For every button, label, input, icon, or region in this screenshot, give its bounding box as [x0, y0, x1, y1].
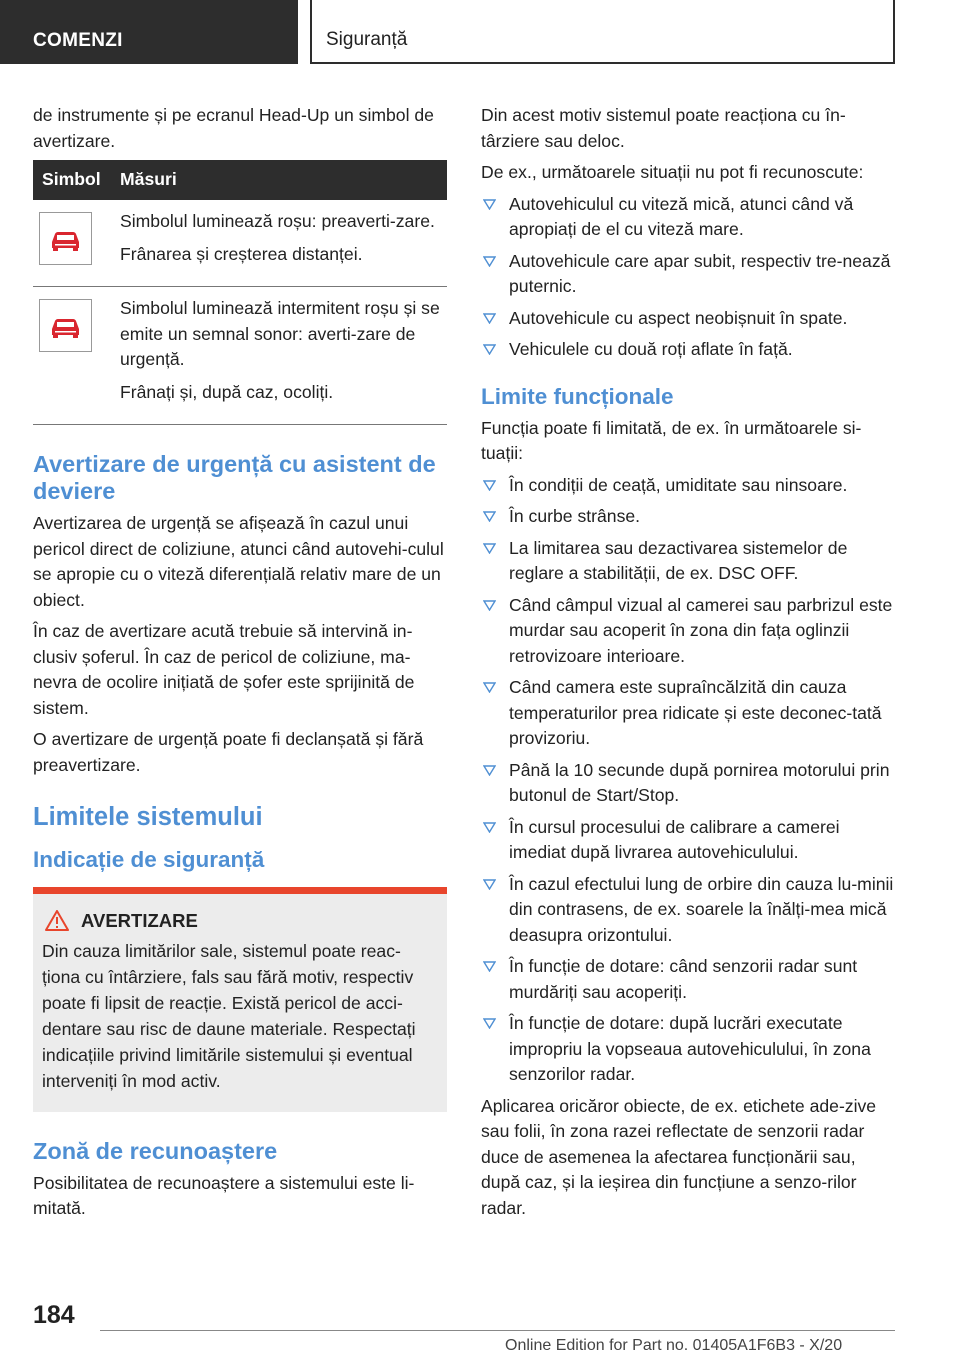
table-cell-text: Frânați și, după caz, ocoliți. — [120, 381, 334, 402]
footer-divider — [100, 1330, 895, 1331]
paragraph: Avertizarea de urgență se afișează în cazul unui pericol direct de coliziune, atunci când autovehi-culul se apropie cu o viteză diferențială relativ mare de un obiect. — [33, 513, 444, 610]
list-item: Până la 10 secunde după pornirea motorului prin butonul de Start/Stop. — [481, 758, 895, 809]
intro-paragraph: de instrumente și pe ecranul Head-Up un simbol de avertizare. — [33, 105, 434, 151]
list-item: Autovehicule cu aspect neobișnuit în spate. — [481, 306, 895, 332]
page-number: 184 — [33, 1301, 75, 1329]
list-item: Vehiculele cu două roți aflate în față. — [481, 337, 895, 363]
heading-recognition-zone: Zonă de recunoaștere — [33, 1137, 278, 1164]
header-topic-tab — [310, 0, 895, 64]
header-topic-label: Siguranță — [326, 29, 408, 50]
warning-title: AVERTIZARE — [81, 910, 198, 931]
paragraph: De ex., următoarele situații nu pot fi recunoscute: — [481, 162, 864, 182]
unrecognized-situations-list — [481, 192, 895, 363]
list-item: Autovehiculul cu viteză mică, atunci când vă apropiați de el cu viteză mare. — [481, 192, 895, 243]
bullet-triangle-icon — [483, 256, 496, 267]
list-item: În curbe strânse. — [481, 504, 895, 530]
paragraph: Din acest motiv sistemul poate reacționa cu în-târziere sau deloc. — [481, 105, 846, 151]
list-item: În cazul efectului lung de orbire din cauza lu-minii din contrasens, de ex. soarele la înălți-mea mică deasupra orizontului. — [481, 872, 895, 949]
list-item: Când camera este supraîncălzită din cauza temperaturilor prea ridicate și este deconec-tată provizoriu. — [481, 675, 895, 752]
bullet-triangle-icon — [483, 961, 496, 972]
bullet-triangle-icon — [483, 199, 496, 210]
list-item: Când câmpul vizual al camerei sau parbrizul este murdar sau acoperit în zona din fața oglinzii retrovizoare interioare. — [481, 593, 895, 670]
warning-text: Din cauza limitărilor sale, sistemul poate reac-ționa cu întârziere, fals sau fără motiv, respectiv poate fi lipsit de reacție. Există pericol de acci-dentare sau risc de daune materiale. Respectați indicațiile privind limitările sistemului și eventual interveniți în mod activ. — [42, 940, 416, 1091]
table-row — [33, 200, 447, 287]
functional-limits-list — [481, 473, 895, 1088]
paragraph: O avertizare de urgență poate fi declanșată și fără preavertizare. — [33, 729, 424, 775]
bullet-triangle-icon — [483, 879, 496, 890]
bullet-triangle-icon — [483, 313, 496, 324]
footer-text: Online Edition for Part no. 01405A1F6B3 - X/20 — [505, 1337, 843, 1354]
paragraph: Posibilitatea de recunoaștere a sistemului este li-mitată. — [33, 1172, 415, 1218]
table-row — [33, 287, 447, 425]
bullet-triangle-icon — [483, 682, 496, 693]
right-column — [481, 103, 895, 1227]
list-item: În cursul procesului de calibrare a camerei imediat după livrarea autovehiculului. — [481, 815, 895, 866]
header-section-label: COMENZI — [33, 30, 123, 51]
bullet-triangle-icon — [483, 822, 496, 833]
list-item: În funcție de dotare: când senzorii radar sunt murdăriți sau acoperiți. — [481, 954, 895, 1005]
list-item: În condiții de ceață, umiditate sau ninsoare. — [481, 473, 895, 499]
bullet-triangle-icon — [483, 600, 496, 611]
header-section-tab — [0, 0, 298, 64]
table-cell-text: Frânarea și creșterea distanței. — [120, 243, 363, 264]
warning-box — [33, 887, 447, 1112]
table-header-measures: Măsuri — [120, 169, 177, 190]
warning-triangle-icon — [45, 910, 69, 931]
car-warning-icon — [39, 299, 92, 352]
left-column — [33, 103, 447, 1228]
bullet-triangle-icon — [483, 1018, 496, 1029]
heading-system-limits: Limitele sistemului — [33, 803, 263, 831]
table-header-symbol: Simbol — [42, 169, 101, 190]
bullet-triangle-icon — [483, 480, 496, 491]
paragraph: În caz de avertizare acută trebuie să intervină in-clusiv șoferul. În caz de pericol de coliziune, ma-nevra de ocolire inițiată de șofer este sprijinită de sistem. — [33, 621, 415, 718]
table-cell-text: Simbolul luminează roșu: preaverti-zare. — [120, 211, 435, 231]
heading-safety-note: Indicație de siguranță — [33, 847, 265, 872]
list-item: La limitarea sau dezactivarea sistemelor de reglare a stabilității, de ex. DSC OFF. — [481, 536, 895, 587]
bullet-triangle-icon — [483, 511, 496, 522]
heading-functional-limits: Limite funcționale — [481, 383, 674, 409]
table-header — [33, 160, 447, 200]
bullet-triangle-icon — [483, 344, 496, 355]
paragraph: Funcția poate fi limitată, de ex. în următoarele si-tuații: — [481, 417, 862, 463]
table-cell-text: Simbolul luminează intermitent roșu și se emite un semnal sonor: averti-zare de urgență. — [120, 298, 440, 369]
car-warning-icon — [39, 212, 92, 265]
symbol-table — [33, 160, 447, 425]
list-item: Autovehicule care apar subit, respectiv tre-nează puternic. — [481, 249, 895, 300]
paragraph: Aplicarea oricăror obiecte, de ex. etichete ade-zive sau folii, în zona razei reflectate de senzorii radar duce de asemenea la afectarea funcționării sau, după caz, și la ieșirea din funcțiune a senzo-rilor radar. — [481, 1095, 877, 1218]
heading-emergency-warning: Avertizare de urgență cu asistent de deviere — [33, 451, 436, 504]
bullet-triangle-icon — [483, 543, 496, 554]
bullet-triangle-icon — [483, 765, 496, 776]
list-item: În funcție de dotare: după lucrări executate impropriu la vopseaua autovehiculului, în zona senzorilor radar. — [481, 1011, 895, 1088]
